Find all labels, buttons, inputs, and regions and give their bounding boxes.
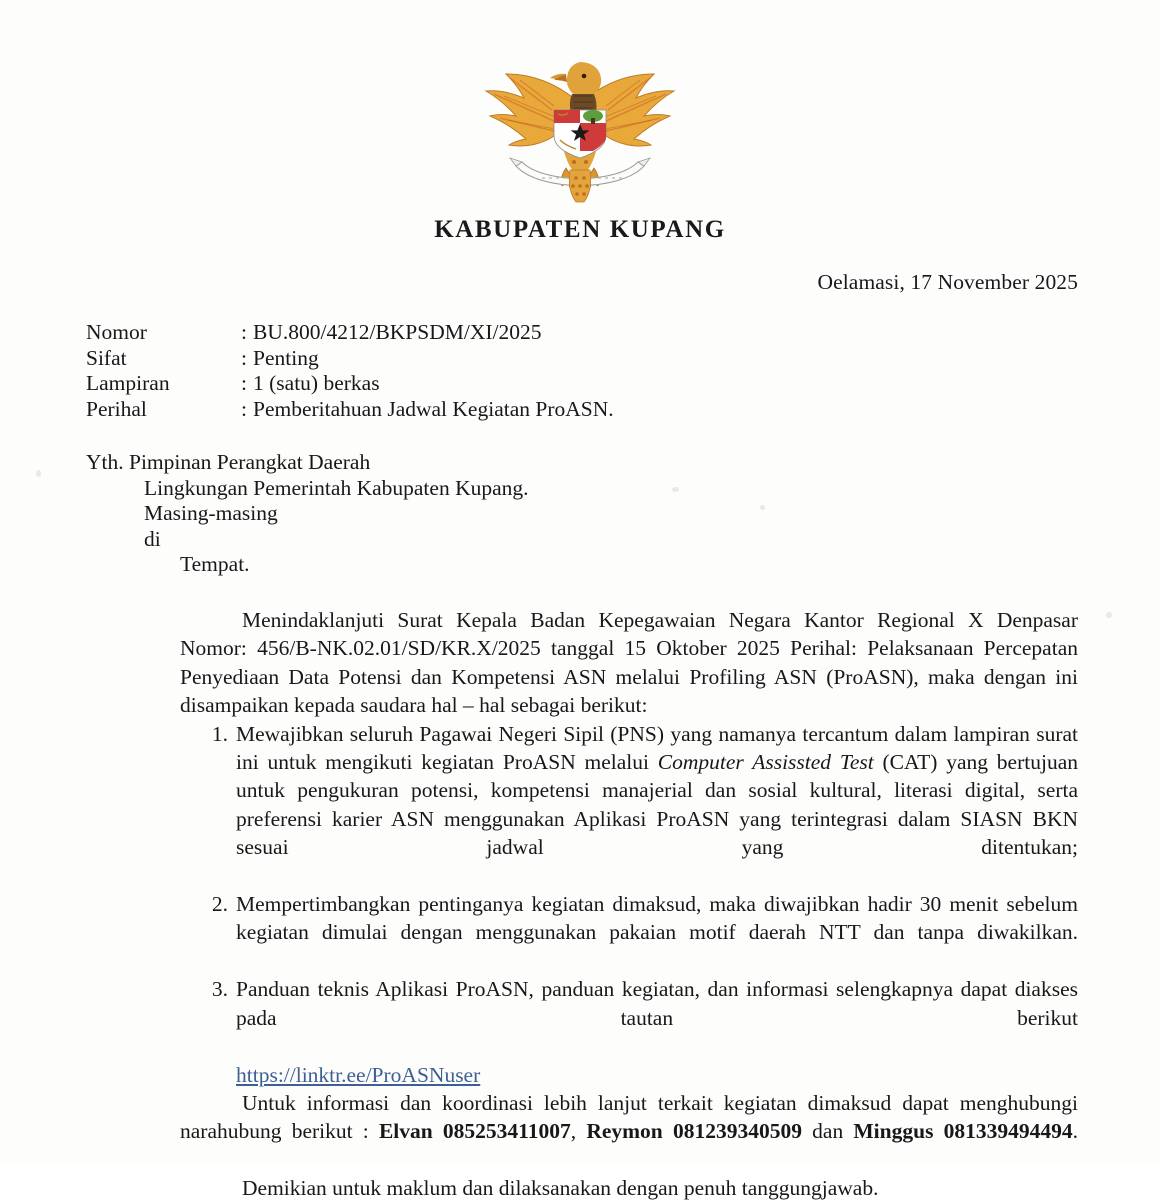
contact-separator-2: dan: [801, 1119, 854, 1144]
letter-body: [180, 606, 1078, 1203]
list-item-1-part1: Mewajibkan seluruh Pagawai Negeri Sipil (PNS) yang namanya tercantum dalam lampiran surat ini untuk mengikuti kegiatan ProASN melalui: [236, 721, 1078, 775]
proasn-link[interactable]: https://linktr.ee/ProASNuser: [236, 1062, 481, 1087]
institution-title: KABUPATEN KUPANG: [434, 216, 726, 243]
field-separator: :: [241, 371, 247, 395]
date-line: Oelamasi, 17 November 2025: [817, 270, 1078, 294]
addressee-line-4: di: [144, 526, 161, 551]
letterhead-emblem-block: [0, 52, 1160, 244]
field-label-lampiran: Lampiran: [86, 371, 170, 395]
proasn-link-row: [236, 1061, 1078, 1089]
scan-speck: [1106, 612, 1112, 618]
contact-2: Reymon 081239340509: [586, 1119, 802, 1144]
addressee-line-3: Masing-masing: [144, 501, 278, 525]
field-separator: :: [241, 396, 247, 421]
list-item-3-text: [236, 977, 1078, 1058]
list-item-1: [180, 720, 1078, 890]
contact-separator-1: ,: [570, 1119, 587, 1144]
contact-paragraph: [180, 1089, 1078, 1174]
opening-paragraph: Menindaklanjuti Surat Kepala Badan Kepegawaian Negara Kantor Regional X Denpasar Nomor: 456/B-NK.02.01/SD/KR.X/2025 tanggal 15 Oktober 2025 Perihal: Pelaksanaan Percepatan Penyediaan Data Potensi dan Kompetensi ASN melalui Profiling ASN (ProASN), maka dengan ini disampaikan kepada saudara hal – hal sebagai berikut:: [180, 608, 1078, 718]
numbered-list: [180, 720, 1078, 1089]
letterhead-fields: [86, 320, 614, 422]
field-value-lampiran: 1 (satu) berkas: [253, 371, 380, 395]
contact-suffix: .: [1072, 1119, 1079, 1144]
field-value-sifat: Penting: [253, 345, 319, 370]
list-item-2: [180, 890, 1078, 975]
list-item-3: [180, 975, 1078, 1089]
field-label-perihal: Perihal: [86, 396, 147, 421]
garuda-pancasila-emblem: [480, 52, 680, 204]
scan-speck: [36, 470, 41, 477]
list-item-2-number: 2.: [211, 892, 228, 917]
scan-speck: [672, 487, 679, 492]
letterhead-row-lampiran: [86, 371, 614, 397]
field-label-sifat: Sifat: [86, 345, 127, 370]
list-item-3-part1: Panduan teknis Aplikasi ProASN, panduan kegiatan, dan informasi selengkapnya dapat diakses pada tautan berikut: [236, 977, 1078, 1030]
addressee-line-1: Yth. Pimpinan Perangkat Daerah: [86, 450, 371, 474]
list-item-3-number: 3.: [211, 977, 228, 1002]
letterhead-row-sifat: [86, 346, 614, 372]
field-separator: :: [241, 345, 247, 370]
list-item-1-text: [236, 722, 1078, 888]
field-separator: :: [241, 320, 247, 344]
addressee-line-2: Lingkungan Pemerintah Kabupaten Kupang.: [144, 475, 529, 500]
closing-paragraph: Demikian untuk maklum dan dilaksanakan dengan penuh tanggungjawab.: [242, 1176, 879, 1201]
list-item-1-italic: Computer Assissted Test: [657, 750, 874, 775]
field-value-nomor: BU.800/4212/BKPSDM/XI/2025: [253, 320, 542, 344]
addressee-line-5: Tempat.: [180, 552, 250, 576]
list-item-1-part2: (CAT) yang bertujuan untuk pengukuran potensi, kompetensi manajerial dan sosial kultural, literasi digital, serta preferensi karier ASN menggunakan Aplikasi ProASN yang terintegrasi dalam SIASN BKN sesuai jadwal yang ditentukan;: [236, 750, 1078, 860]
field-value-perihal: Pemberitahuan Jadwal Kegiatan ProASN.: [253, 396, 614, 421]
field-label-nomor: Nomor: [86, 320, 147, 344]
list-item-2-text: Mempertimbangkan pentinganya kegiatan dimaksud, maka diwajibkan hadir 30 menit sebelum kegiatan dimulai dengan menggunakan pakaian motif daerah NTT dan tanpa diwakilkan.: [236, 892, 1078, 945]
letterhead-row-perihal: [86, 397, 614, 423]
contact-prefix: Untuk informasi dan koordinasi lebih lanjut terkait kegiatan dimaksud dapat menghubungi narahubung berikut :: [180, 1090, 1078, 1144]
contact-3: Minggus 081339494494: [853, 1119, 1073, 1144]
addressee-block: [86, 450, 529, 578]
letterhead-row-nomor: [86, 320, 614, 346]
scan-speck: [760, 505, 765, 510]
list-item-1-number: 1.: [211, 721, 228, 746]
contact-1: Elvan 085253411007: [378, 1119, 571, 1144]
